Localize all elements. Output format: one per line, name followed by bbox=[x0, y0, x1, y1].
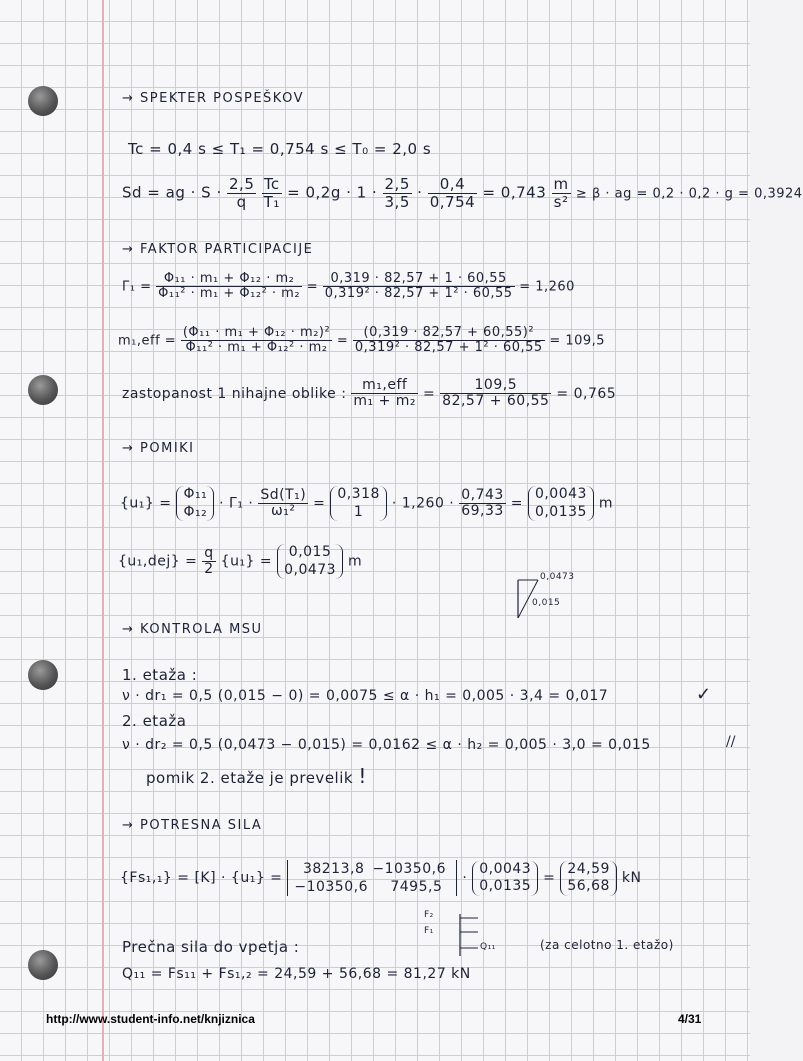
verdict-line: pomik 2. etaže je prevelik ! bbox=[146, 764, 367, 788]
checkmark-icon: ✓ bbox=[696, 684, 712, 705]
exclamation-mark: ! bbox=[358, 764, 367, 788]
force-sketch bbox=[438, 910, 488, 960]
sketch-label-q: Q₁₁ bbox=[480, 942, 496, 952]
sd-frac-2: $\frac{Tc}{\text{T₁}}$ bbox=[263, 175, 280, 211]
sketch-label-bottom: 0,015 bbox=[532, 598, 561, 608]
sd-result: = 0,743 bbox=[482, 183, 547, 202]
zastopanost-line: zastopanost 1 nihajne oblike : $\frac{\text{m₁,eff}}{\text{m₁ + m₂}}$ = $\frac{109,5}{82,57 + 60,55}$ = 0,765 bbox=[122, 377, 617, 410]
gamma-result: = 1,260 bbox=[519, 279, 575, 295]
stiffness-matrix: 38213,8 −10350,6 −10350,6 7495,5 bbox=[287, 860, 457, 896]
heading-pomiki: → POMIKI bbox=[122, 441, 195, 456]
heading-potresna: → POTRESNA SILA bbox=[122, 818, 263, 833]
strike-mark: // bbox=[726, 734, 736, 750]
sketch-label-f2: F₂ bbox=[424, 910, 434, 920]
sd-omega-numeric: $\frac{0,743}{69,33}$ bbox=[461, 486, 504, 519]
udej-formula: {u₁,dej} = $\frac{q}{2}$ {u₁} = 0,015 0,0473 m bbox=[118, 544, 363, 578]
etaza-2-check: ν · dr₂ = 0,5 (0,0473 − 0,015) = 0,0162 ≤ α · h₂ = 0,005 · 3,0 = 0,015 bbox=[122, 737, 651, 753]
u1-unit: m bbox=[598, 495, 614, 512]
heading-spektar: → SPEKTER POSPEŠKOV bbox=[122, 91, 305, 106]
phi-vector: Φ₁₁ Φ₁₂ bbox=[176, 486, 214, 521]
sd-unit: $\frac{m}{\text{s²}}$ bbox=[553, 175, 569, 211]
meff-frac-symbolic: $\frac{\text{(Φ₁₁ · m₁ + Φ₁₂ · m₂)²}}{\text{Φ₁₁² · m₁ + Φ₁₂² · m₂}}$ bbox=[182, 325, 331, 356]
udej-unit: m bbox=[348, 553, 363, 570]
binder-hole-2 bbox=[28, 375, 58, 405]
q-over-2: $\frac{q}{2}$ bbox=[204, 544, 214, 577]
sd-frac-3: $\frac{2,5}{3,5}$ bbox=[384, 175, 410, 211]
force-unit: kN bbox=[621, 870, 642, 887]
meff-result: = 109,5 bbox=[549, 333, 606, 349]
u1-formula: {u₁} = Φ₁₁ Φ₁₂ · Γ₁ · $\frac{\text{Sd(T₁)}}{\text{ω₁²}}$ = 0,318 1 · 1,260 · $\frac{0,743}{69,33}$ = 0,0043 0,0135 m bbox=[120, 486, 614, 520]
shear-force-line: Q₁₁ = Fs₁₁ + Fs₁,₂ = 24,59 + 56,68 = 81,27 kN bbox=[122, 966, 471, 982]
sd-frac-1: $\frac{2,5}{q}$ bbox=[229, 175, 255, 211]
sd-frac-4: $\frac{0,4}{0,754}$ bbox=[429, 175, 476, 211]
sd-over-omega: $\frac{\text{Sd(T₁)}}{\text{ω₁²}}$ bbox=[260, 486, 307, 519]
binder-hole-4 bbox=[28, 950, 58, 980]
precna-sila-note: (za celotno 1. etažo) bbox=[540, 938, 674, 952]
sketch-label-f1: F₁ bbox=[424, 926, 434, 936]
sd-formula: Sd = ag · S · $\frac{2,5}{q}$ $\frac{Tc}{\text{T₁}}$ = 0,2g · 1 · $\frac{2,5}{3,5}$ · $\frac{0,4}{0,754}$ = 0,743 $\frac{m}{\text{s²}}$ ≥ β · ag = 0,2 · 0,2 · g = 0,3924 bbox=[122, 175, 803, 211]
zast-frac-symbolic: $\frac{\text{m₁,eff}}{\text{m₁ + m₂}}$ bbox=[353, 377, 417, 410]
etaza-1-check: ν · dr₁ = 0,5 (0,015 − 0) = 0,0075 ≤ α · h₁ = 0,005 · 3,4 = 0,017 bbox=[122, 688, 609, 704]
zast-result: = 0,765 bbox=[556, 385, 617, 402]
u1-vector: 0,0043 0,0135 bbox=[472, 861, 538, 896]
etaza-1-label: 1. etaža : bbox=[122, 666, 198, 684]
sketch-label-top: 0,0473 bbox=[540, 572, 575, 582]
sd-prefix: Sd = ag · S · bbox=[122, 183, 222, 202]
mode-vector: 0,318 1 bbox=[330, 486, 387, 521]
periods-line: Tc = 0,4 s ≤ T₁ = 0,754 s ≤ T₀ = 2,0 s bbox=[128, 140, 432, 158]
page-number: 4/31 bbox=[678, 1012, 702, 1026]
udej-vector: 0,015 0,0473 bbox=[277, 544, 343, 579]
meff-formula: m₁,eff = $\frac{\text{(Φ₁₁ · m₁ + Φ₁₂ · m₂)²}}{\text{Φ₁₁² · m₁ + Φ₁₂² · m₂}}$ = $\frac{\text{(0,319 · 82,57 + 60,55)²}}{\text{0,319² · 82,57 + 1² · 60,55}}$ = 109,5 bbox=[118, 325, 606, 356]
sd-mid: = 0,2g · 1 · bbox=[287, 183, 378, 202]
footer-url: http://www.student-info.net/knjiznica bbox=[46, 1012, 255, 1026]
force-result-vector: 24,59 56,68 bbox=[560, 861, 617, 896]
meff-frac-numeric: $\frac{\text{(0,319 · 82,57 + 60,55)²}}{\text{0,319² · 82,57 + 1² · 60,55}}$ bbox=[354, 325, 543, 356]
precna-sila-label: Prečna sila do vpetja : bbox=[122, 938, 300, 956]
gamma-frac-symbolic: $\frac{\text{Φ₁₁ · m₁ + Φ₁₂ · m₂}}{\text{Φ₁₁² · m₁ + Φ₁₂² · m₂}}$ bbox=[158, 271, 301, 302]
force-formula: {Fs₁,₁} = [K] · {u₁} = 38213,8 −10350,6 −10350,6 7495,5 · 0,0043 0,0135 = 24,59 56,68 kN bbox=[120, 860, 642, 896]
etaza-2-label: 2. etaža bbox=[122, 712, 187, 730]
gamma-formula: Γ₁ = $\frac{\text{Φ₁₁ · m₁ + Φ₁₂ · m₂}}{\text{Φ₁₁² · m₁ + Φ₁₂² · m₂}}$ = $\frac{0,319 \cdot 82,57 + 1 \cdot 60,55}{\text{0,319² · 82,57 + 1² · 60,55}}$ = 1,260 bbox=[122, 271, 575, 302]
binder-hole-1 bbox=[28, 86, 58, 116]
u1-result-vector: 0,0043 0,0135 bbox=[528, 486, 594, 521]
heading-kontrola: → KONTROLA MSU bbox=[122, 622, 263, 637]
sd-tail: ≥ β · ag = 0,2 · 0,2 · g = 0,3924 bbox=[575, 186, 803, 202]
gamma-frac-numeric: $\frac{0,319 \cdot 82,57 + 1 \cdot 60,55}{\text{0,319² · 82,57 + 1² · 60,55}}$ bbox=[324, 271, 513, 302]
heading-faktor: → FAKTOR PARTICIPACIJE bbox=[122, 242, 314, 257]
zast-frac-numeric: $\frac{109,5}{82,57 + 60,55}$ bbox=[442, 377, 550, 410]
binder-hole-3 bbox=[28, 660, 58, 690]
